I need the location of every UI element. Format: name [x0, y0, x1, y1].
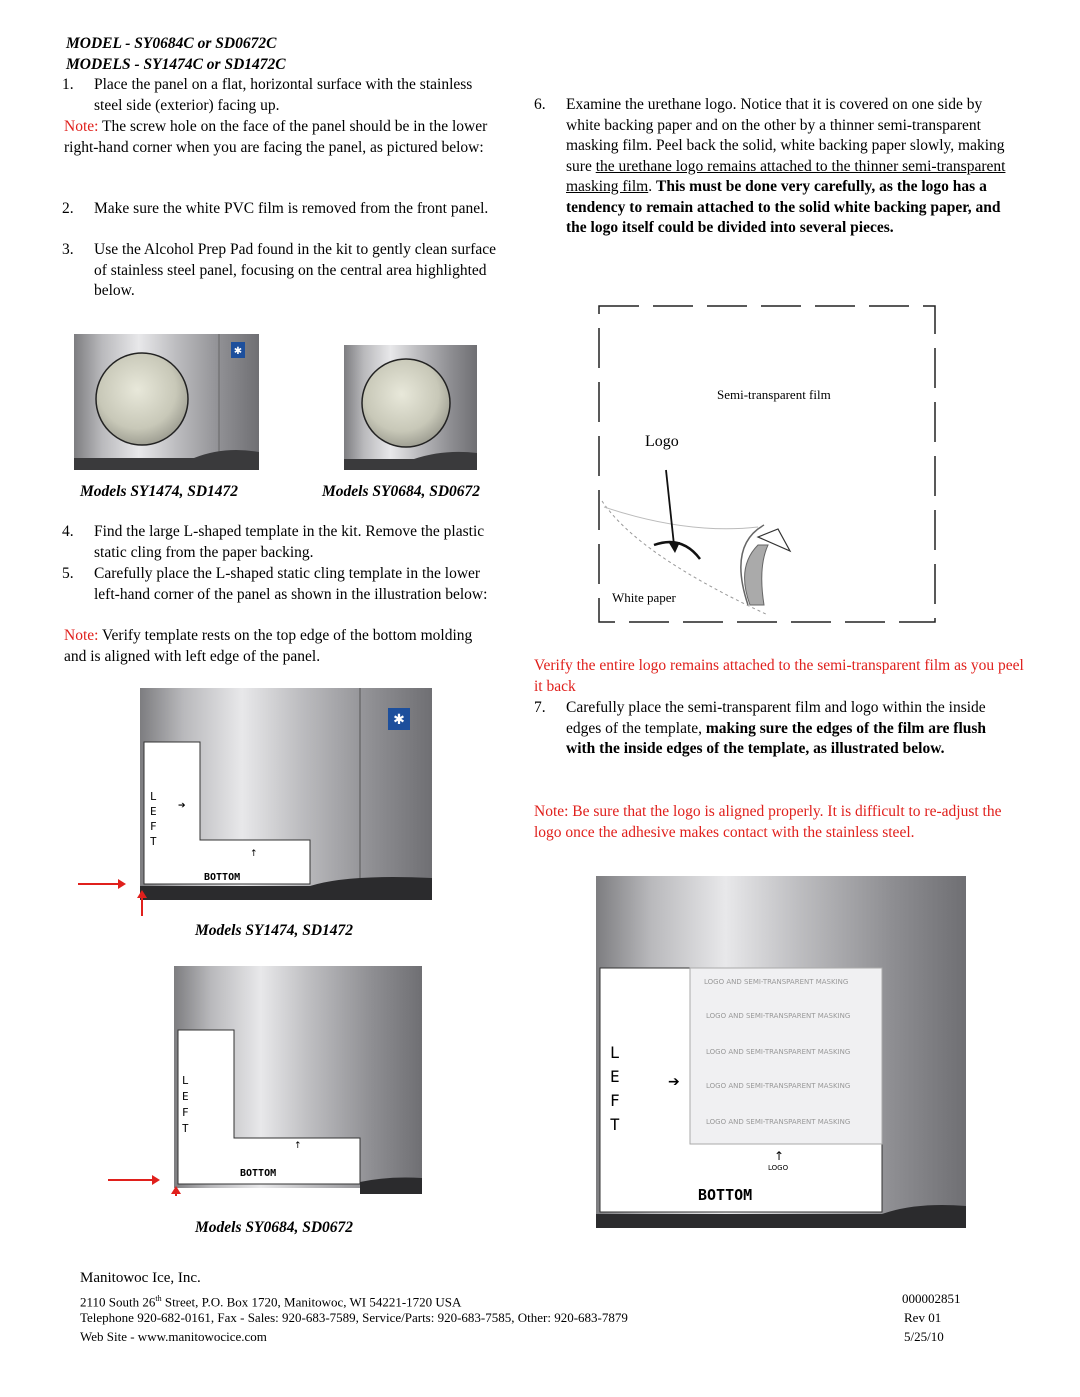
svg-text:L: L: [182, 1074, 189, 1087]
svg-text:BOTTOM: BOTTOM: [204, 872, 241, 883]
svg-text:LOGO: LOGO: [768, 1164, 789, 1172]
caption-sy1474-top: Models SY1474, SD1472: [80, 483, 239, 500]
svg-text:LOGO AND SEMI-TRANSPARENT MASK: LOGO AND SEMI-TRANSPARENT MASKING: [706, 1082, 851, 1090]
peel-diagram: [598, 305, 938, 625]
svg-text:LOGO AND SEMI-TRANSPARENT MASK: LOGO AND SEMI-TRANSPARENT MASKING: [706, 1118, 851, 1126]
svg-text:➔: ➔: [668, 1074, 680, 1090]
svg-text:T: T: [150, 835, 157, 848]
note-logo-alignment: Note: Be sure that the logo is aligned properly. It is difficult to re-adjust the logo once the adhesive makes contact with the stainless steel.: [534, 803, 1002, 841]
footer-company: Manitowoc Ice, Inc.: [80, 1270, 201, 1286]
svg-text:F: F: [610, 1091, 620, 1110]
svg-text:✱: ✱: [393, 712, 405, 728]
svg-text:F: F: [150, 820, 157, 833]
svg-text:BOTTOM: BOTTOM: [240, 1168, 277, 1179]
svg-text:↑: ↑: [294, 1141, 302, 1151]
svg-text:↑: ↑: [250, 849, 258, 859]
svg-text:✱: ✱: [233, 346, 243, 357]
svg-text:BOTTOM: BOTTOM: [698, 1186, 753, 1204]
footer-date: 5/25/10: [904, 1329, 944, 1344]
label-semi-transparent-film: Semi-transparent film: [717, 387, 831, 402]
template-illustration-sy1474: [78, 688, 432, 918]
label-logo: Logo: [645, 433, 679, 450]
caption-sy0684-template: Models SY0684, SD0672: [195, 1219, 354, 1236]
caption-sy1474-template: Models SY1474, SD1472: [195, 922, 354, 939]
footer-doc-number: 000002851: [902, 1291, 961, 1306]
svg-text:E: E: [182, 1090, 189, 1103]
caption-sy0684-top: Models SY0684, SD0672: [322, 483, 481, 500]
svg-text:↑: ↑: [774, 1149, 785, 1163]
note-screw-hole: Note: The screw hole on the face of the panel should be in the lower right-hand corner when you are facing the panel, as pictured below:: [64, 118, 488, 156]
svg-text:F: F: [182, 1106, 189, 1119]
template-final-illustration: [596, 876, 968, 1230]
label-white-paper: White paper: [612, 590, 676, 605]
svg-text:L: L: [610, 1043, 620, 1062]
footer-phone: Telephone 920-682-0161, Fax - Sales: 920-683-7589, Service/Parts: 920-683-7585, Other: 920-683-7879: [80, 1310, 628, 1325]
svg-text:LOGO AND SEMI-TRANSPARENT MASK: LOGO AND SEMI-TRANSPARENT MASKING: [706, 1048, 851, 1056]
svg-text:L: L: [150, 790, 157, 803]
verify-logo-note: Verify the entire logo remains attached to the semi-transparent film as you peel it back: [534, 657, 1024, 695]
panel-image-sy0684: [344, 345, 477, 470]
svg-text:E: E: [150, 805, 157, 818]
panel-image-sy1474: [74, 334, 259, 470]
svg-text:T: T: [182, 1122, 189, 1135]
model-heading-2: MODELS - SY1474C or SD1472C: [66, 56, 286, 73]
footer-revision: Rev 01: [904, 1310, 942, 1325]
footer-web: Web Site - www.manitowocice.com: [80, 1329, 267, 1344]
model-heading-1: MODEL - SY0684C or SD0672C: [66, 35, 277, 52]
footer-address: 2110 South 26th Street, P.O. Box 1720, Manitowoc, WI 54221-1720 USA: [80, 1294, 462, 1310]
note-template-edge: Note: Verify template rests on the top edge of the bottom molding and is aligned with left edge of the panel.: [64, 627, 473, 665]
template-illustration-sy0684: [108, 966, 424, 1196]
svg-text:T: T: [610, 1115, 620, 1134]
svg-text:➔: ➔: [178, 801, 186, 811]
svg-text:LOGO AND SEMI-TRANSPARENT MASK: LOGO AND SEMI-TRANSPARENT MASKING: [706, 1012, 851, 1020]
svg-text:E: E: [610, 1067, 620, 1086]
svg-text:LOGO AND SEMI-TRANSPARENT MASK: LOGO AND SEMI-TRANSPARENT MASKING: [704, 978, 849, 986]
